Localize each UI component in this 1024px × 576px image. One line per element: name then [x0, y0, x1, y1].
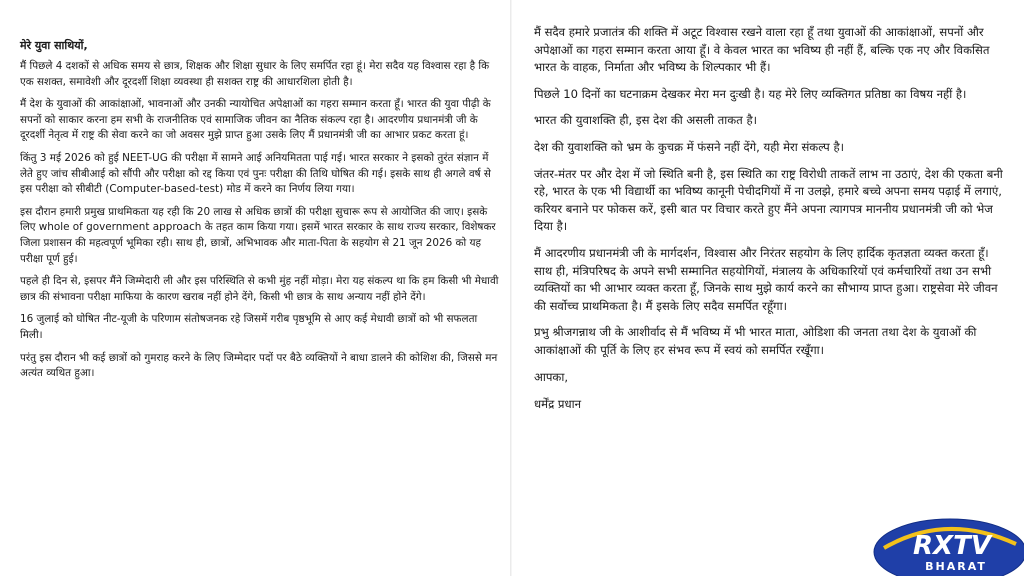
letter-paragraph: भारत की युवाशक्ति ही, इस देश की असली ताकत है।: [534, 113, 758, 128]
letter-paragraph: मैं आदरणीय प्रधानमंत्री जी के मार्गदर्शन, विश्वास और निरंतर सहयोग के लिए हार्दिक कृतज्ञता व्यक्त करता हूँ। साथ ही, मंत्रिपरिषद के अपने सभी सम्मानित सहयोगियों, मंत्रालय के अधिकारियों एवं कर्मचारियों तथा उन सभी व्यक्तियों का भी आभार व्यक्त करता हूँ, जिनके साथ मुझे कार्य करने का सौभाग्य प्राप्त हुआ। राष्ट्रसेवा मेरे जीवन की सर्वोच्च प्राथमिकता है। मैं इसके लिए सदैव समर्पित रहूँगा।: [534, 245, 998, 313]
letter-paragraph: पिछले 10 दिनों का घटनाक्रम देखकर मेरा मन दुःखी है। यह मेरे लिए व्यक्तिगत प्रतिष्ठा का विषय नहीं है।: [534, 86, 967, 101]
letter-paragraph: मैं देश के युवाओं की आकांक्षाओं, भावनाओं और उनकी न्यायोचित अपेक्षाओं का गहरा सम्मान करता हूँ। भारत की युवा पीढ़ी के सपनों को साकार करना हम सभी के राजनीतिक एवं सामाजिक जीवन का नैतिक संकल्प रहा है। आदरणीय प्रधानमंत्री जी के दूरदर्शी नेतृत्व में राष्ट्र की सेवा करने का जो अवसर मुझे प्राप्त हुआ उसके लिए मैं प्रधानमंत्री जी का आभार प्रकट करता हूं।: [20, 98, 491, 142]
letter-paragraph: प्रभु श्रीजगन्नाथ जी के आशीर्वाद से मैं भविष्य में भी भारत माता, ओडिशा की जनता तथा देश के युवाओं की आकांक्षाओं की पूर्ति के लिए हर संभव रूप में स्वयं को समर्पित रखूँगा।: [534, 325, 977, 357]
letter-paragraph: इस दौरान हमारी प्रमुख प्राथमिकता यह रही कि 20 लाख से अधिक छात्रों की परीक्षा सुचारू रूप से आयोजित की जाए। इसके लिए whole of government approach के तहत काम किया गया। इसमें भारत सरकार के साथ राज्य सरकार, विशेषकर जिला प्रशासन की महत्वपूर्ण भूमिका रही। साथ ही, छात्रों, अभिभावक और माता-पिता के सहयोग से 21 जून 2026 को यह परीक्षा पूर्ण हुई।: [20, 205, 496, 265]
letter-paragraph: मैं पिछले 4 दशकों से अधिक समय से छात्र, शिक्षक और शिक्षा सुधार के लिए समर्पित रहा हूं। मेरा सदैव यह विश्वास रहा है कि एक सशक्त, समावेशी और दूरदर्शी शिक्षा व्यवस्था ही सशक्त राष्ट्र की आधारशिला होती है।: [20, 60, 490, 88]
letter-paragraph: जंतर-मंतर पर और देश में जो स्थिति बनी है, इस स्थिति का राष्ट्र विरोधी ताकतें लाभ ना उठाएं, देश की एकता बनी रहे, भारत के एक भी विद्यार्थी का भविष्य कानूनी पेचीदगियों में ना उलझे, हमारे बच्चे अपना समय पढ़ाई में लगाएं, करियर बनाने पर फोकस करें, इसी बात पर विचार करते हुए मैंने अपना त्यागपत्र माननीय प्रधानमंत्री जी को भेज दिया है।: [534, 166, 1003, 234]
letter-paragraph: देश की युवाशक्ति को भ्रम के कुचक्र में फंसने नहीं देंगे, यही मेरा संकल्प है।: [534, 139, 845, 154]
letter-paragraph: 16 जुलाई को घोषित नीट-यूजी के परिणाम संतोषजनक रहे जिसमें गरीब पृष्ठभूमि से आए कई मेधावी छात्रों को भी सफलता मिली।: [20, 313, 478, 341]
letter-paragraph: पहले ही दिन से, इसपर मैंने जिम्मेदारी ली और इस परिस्थिति से कभी मुंह नहीं मोड़ा। मेरा यह संकल्प था कि हम किसी भी मेधावी छात्र की संभावना परीक्षा माफिया के कारण खराब नहीं होने देंगे, किसी भी छात्र के साथ अन्याय नहीं होने देंगे।: [20, 275, 499, 303]
letter-paragraph: किंतु 3 मई 2026 को हुई NEET-UG की परीक्षा में सामने आई अनियमितता पाई गई। भारत सरकार ने इसको तुरंत संज्ञान में लेते हुए जांच सीबीआई को सौंपी और परीक्षा को रद्द किया एवं पुनः परीक्षा की तिथि घोषित की गई। इसके साथ ही अगले वर्ष से इस परीक्षा को सीबीटी (Computer-based-test) मोड में करने का निर्णय लिया गया।: [20, 151, 491, 196]
letter-closing: आपका,: [534, 369, 569, 384]
letter-page-right: [512, 0, 1024, 576]
logo-wordmark: RXTV: [913, 531, 991, 561]
letter-paragraph: मैं सदैव हमारे प्रजातंत्र की शक्ति में अटूट विश्वास रखने वाला रहा हूँ तथा युवाओं की आकांक्षाओं, सपनों और अपेक्षाओं का गहरा सम्मान करता आया हूँ। वे केवल भारत का भविष्य ही नहीं हैं, बल्कि एक नए और विकसित भारत के वाहक, निर्माता और भविष्य के शिल्पकार भी हैं।: [534, 25, 990, 75]
logo-subtext: BHARAT: [925, 560, 987, 573]
letter-signature: धर्मेंद्र प्रधान: [534, 397, 582, 412]
letter-salutation: मेरे युवा साथियों,: [20, 39, 88, 52]
channel-logo: [866, 504, 1024, 576]
letter-paragraph: परंतु इस दौरान भी कई छात्रों को गुमराह करने के लिए जिम्मेदार पदों पर बैठे व्यक्तियों ने बाधा डालने की कोशिश की, जिससे मन अत्यंत व्यथित हुआ।: [20, 351, 498, 380]
